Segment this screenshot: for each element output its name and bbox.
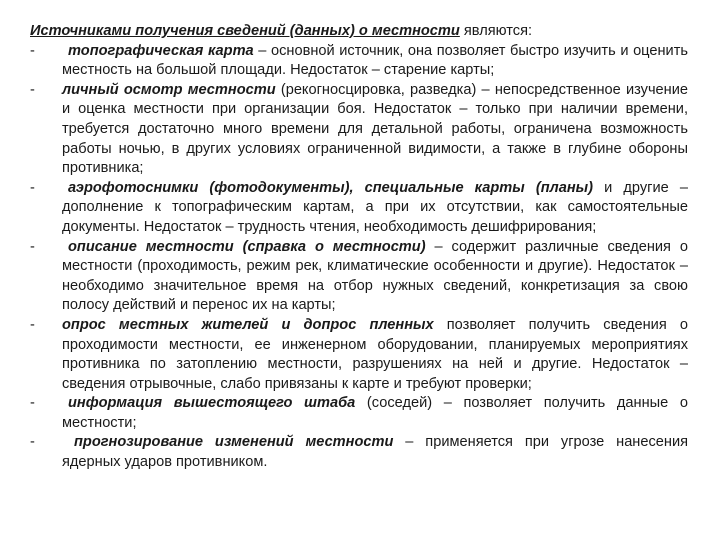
list-dash: - [30,434,35,451]
list-item-hq-information [30,394,688,433]
list-dash: - [30,42,35,59]
list-dash: - [30,179,35,196]
item-term: личный осмотр местности [62,81,276,98]
item-term: прогнозирование изменений местности [74,434,394,451]
list-item-interviews [30,316,688,394]
heading-rest-text: являются: [459,23,533,39]
list-dash: - [30,238,35,255]
item-term: опрос местных жителей и допрос пленных [62,316,434,333]
heading-underlined-text: Источниками получения сведений (данных) о местности [30,23,460,39]
item-term: описание местности (справка о местности) [68,238,426,255]
item-text: позволяет получить сведения о проходимости местности, ее инженерном оборудовании, планируемых мероприятиях противника по затоплению местности, разрушениях на ней и другие. Недостаток – сведения отрывочные, слабо привязаны к карте и требуют проверки; [62,316,688,392]
list-dash: - [30,81,35,98]
document-page [30,22,688,473]
item-term: топографическая карта [68,42,254,59]
item-text: (рекогносцировка, разведка) – непосредственное изучение и оценка местности при организации боя. Недостаток – только при наличии времени, требуется достаточно много времени для детальной работы, ограничена возможность работы ночью, в других условиях ограниченной видимости, а также в глубине обороны противника; [62,81,688,177]
item-text: и другие – дополнение к топографическим картам, а при их отсутствии, как самостоятельные документы. Недостаток – трудность чтения, необходимость дешифрирования; [62,179,688,235]
document-heading [30,22,688,42]
list-item-forecasting [30,433,688,472]
item-text: – применяется при угрозе нанесения ядерных ударов противником. [62,434,689,471]
list-dash: - [30,316,35,333]
item-text: – основной источник, она позволяет быстро изучить и оценить местность на большой площади. Недостаток – старение карты; [62,42,688,79]
list-dash: - [30,395,35,412]
list-item-topographic-map [30,42,688,81]
item-term: информация вышестоящего штаба [68,395,356,412]
item-text: (соседей) – позволяет получить данные о местности; [62,395,689,431]
list-item-aerial-photos [30,179,688,238]
list-item-personal-inspection [30,81,688,179]
item-term: аэрофотоснимки (фотодокументы), специальные карты (планы) [68,179,593,196]
item-text: – содержит различные сведения о местности (проходимость, режим рек, климатические особенности и другие). Недостаток – необходимо значительное время на отбор нужных сведений, конкретизация за свою полосу действий и перенос их на карты; [62,238,688,314]
list-item-terrain-description [30,238,688,316]
